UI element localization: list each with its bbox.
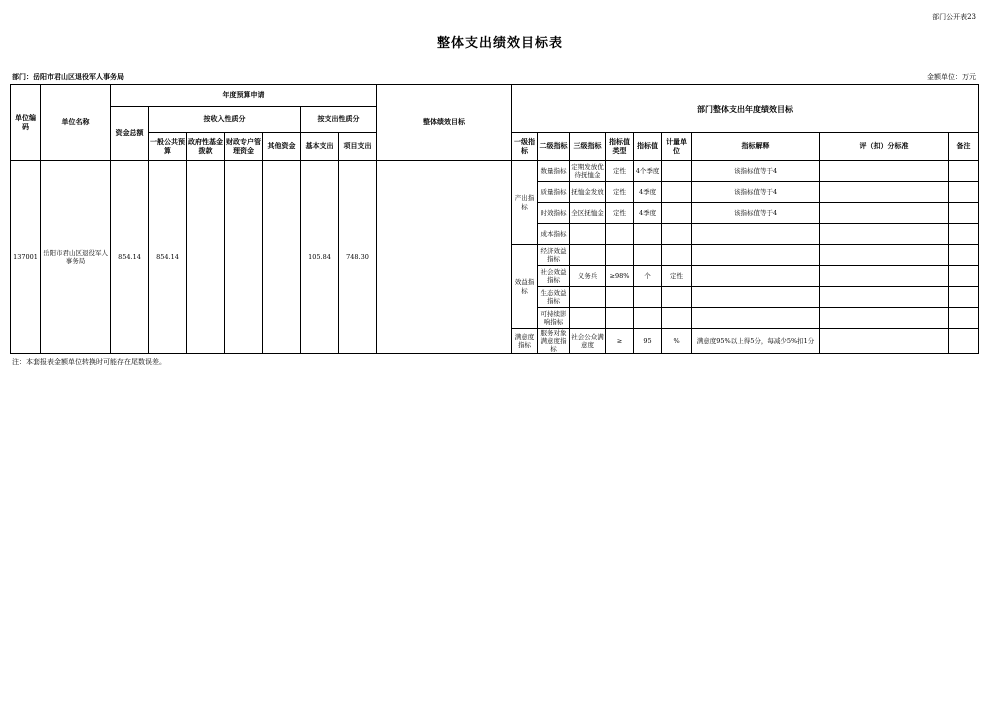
scoring-cell [820, 245, 949, 266]
scoring-cell [820, 224, 949, 245]
form-number-label: 部门公开表23 [932, 13, 976, 21]
value-type-cell: 定性 [606, 203, 634, 224]
basic-expense-cell: 105.84 [301, 161, 339, 354]
header-general-public: 一般公共预算 [149, 133, 187, 161]
unit-code-cell: 137001 [11, 161, 41, 354]
special-fiscal-cell [225, 161, 263, 354]
level1-benefit-cell: 效益指标 [512, 245, 538, 329]
level3-cell: 抚恤金发放 [570, 182, 606, 203]
level1-output-cell: 产出指标 [512, 161, 538, 245]
general-public-cell: 854.14 [149, 161, 187, 354]
header-level2: 二级指标 [538, 133, 570, 161]
explanation-cell [692, 287, 820, 308]
value-type-cell: ≥98% [606, 266, 634, 287]
value-cell: 4季度 [634, 203, 662, 224]
value-type-cell: ≥ [606, 329, 634, 354]
value-cell [634, 245, 662, 266]
level1-satisfaction-cell: 满意度指标 [512, 329, 538, 354]
value-cell: 95 [634, 329, 662, 354]
level2-cell: 数量指标 [538, 161, 570, 182]
header-level3: 三级指标 [570, 133, 606, 161]
value-cell: 个 [634, 266, 662, 287]
explanation-cell: 该指标值等于4 [692, 182, 820, 203]
measure-unit-cell: 定性 [662, 266, 692, 287]
table-row [11, 161, 979, 182]
unit-name-cell: 岳阳市君山区退役军人事务局 [41, 161, 111, 354]
gov-fund-cell [187, 161, 225, 354]
remark-cell [949, 287, 979, 308]
explanation-cell [692, 224, 820, 245]
value-type-cell: 定性 [606, 161, 634, 182]
explanation-cell [692, 308, 820, 329]
other-funds-cell [263, 161, 301, 354]
measure-unit-cell [662, 224, 692, 245]
level3-cell [570, 245, 606, 266]
explanation-cell [692, 266, 820, 287]
header-other-funds: 其他资金 [263, 133, 301, 161]
header-by-income: 按收入性质分 [149, 107, 301, 133]
measure-unit-cell [662, 161, 692, 182]
header-value-type: 指标值类型 [606, 133, 634, 161]
explanation-cell [692, 245, 820, 266]
scoring-cell [820, 287, 949, 308]
level2-cell: 生态效益指标 [538, 287, 570, 308]
header-project-expense: 项目支出 [339, 133, 377, 161]
explanation-cell: 该指标值等于4 [692, 161, 820, 182]
header-unit-name: 单位名称 [41, 85, 111, 161]
remark-cell [949, 266, 979, 287]
measure-unit-cell [662, 203, 692, 224]
level3-cell [570, 287, 606, 308]
header-total-funds: 资金总额 [111, 107, 149, 161]
scoring-cell [820, 203, 949, 224]
overall-goal-cell [377, 161, 512, 354]
level3-cell: 义务兵 [570, 266, 606, 287]
measure-unit-cell: % [662, 329, 692, 354]
header-by-expense: 按支出性质分 [301, 107, 377, 133]
remark-cell [949, 308, 979, 329]
header-level1: 一级指标 [512, 133, 538, 161]
level2-cell: 质量指标 [538, 182, 570, 203]
level2-cell: 时效指标 [538, 203, 570, 224]
footnote: 注：本套报表金额单位转换时可能存在尾数误差。 [12, 358, 166, 366]
value-type-cell [606, 308, 634, 329]
header-basic-expense: 基本支出 [301, 133, 339, 161]
scoring-cell [820, 308, 949, 329]
page-title: 整体支出绩效目标表 [436, 36, 563, 51]
value-cell: 4个季度 [634, 161, 662, 182]
level3-cell: 全区抚恤金 [570, 203, 606, 224]
level2-cell: 成本指标 [538, 224, 570, 245]
measure-unit-cell [662, 287, 692, 308]
scoring-cell [820, 182, 949, 203]
header-remark: 备注 [949, 133, 979, 161]
measure-unit-cell [662, 308, 692, 329]
level2-cell: 社会效益指标 [538, 266, 570, 287]
header-explanation: 指标解释 [692, 133, 820, 161]
level3-cell: 定期发放优待抚恤金 [570, 161, 606, 182]
header-gov-fund: 政府性基金拨款 [187, 133, 225, 161]
level2-cell: 服务对象满意度指标 [538, 329, 570, 354]
explanation-cell: 满意度95%以上得5分，每减少5%扣1分 [692, 329, 820, 354]
value-cell: 4季度 [634, 182, 662, 203]
remark-cell [949, 245, 979, 266]
value-type-cell [606, 287, 634, 308]
header-dept-goal: 部门整体支出年度绩效目标 [512, 85, 979, 133]
scoring-cell [820, 161, 949, 182]
remark-cell [949, 161, 979, 182]
level3-cell [570, 224, 606, 245]
level3-cell [570, 308, 606, 329]
value-type-cell [606, 224, 634, 245]
header-scoring: 评（扣）分标准 [820, 133, 949, 161]
value-cell [634, 224, 662, 245]
value-cell [634, 287, 662, 308]
currency-unit-label: 金额单位：万元 [927, 73, 976, 81]
total-funds-cell: 854.14 [111, 161, 149, 354]
level2-cell: 经济效益指标 [538, 245, 570, 266]
value-type-cell [606, 245, 634, 266]
remark-cell [949, 182, 979, 203]
project-expense-cell: 748.30 [339, 161, 377, 354]
measure-unit-cell [662, 245, 692, 266]
remark-cell [949, 203, 979, 224]
value-type-cell: 定性 [606, 182, 634, 203]
remark-cell [949, 329, 979, 354]
department-label: 部门：岳阳市君山区退役军人事务局 [12, 72, 124, 81]
level3-cell: 社会公众满意度 [570, 329, 606, 354]
header-overall-goal: 整体绩效目标 [377, 85, 512, 161]
scoring-cell [820, 329, 949, 354]
performance-goal-table [10, 84, 979, 354]
remark-cell [949, 224, 979, 245]
explanation-cell: 该指标值等于4 [692, 203, 820, 224]
header-annual-budget: 年度预算申请 [111, 85, 377, 107]
header-special-fiscal: 财政专户管理资金 [225, 133, 263, 161]
scoring-cell [820, 266, 949, 287]
header-unit-code: 单位编码 [11, 85, 41, 161]
measure-unit-cell [662, 182, 692, 203]
header-value: 指标值 [634, 133, 662, 161]
header-measure-unit: 计量单位 [662, 133, 692, 161]
value-cell [634, 308, 662, 329]
level2-cell: 可持续影响指标 [538, 308, 570, 329]
